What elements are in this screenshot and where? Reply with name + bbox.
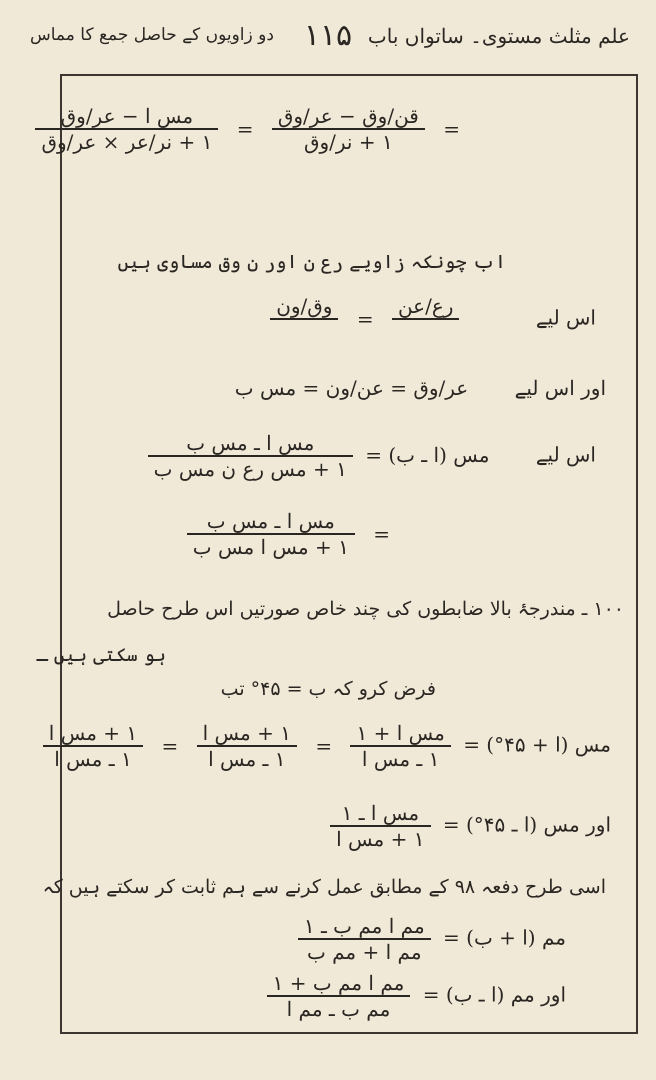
- since-line: اب چونکہ زاویے رع ن اور ن وق مساوی ہیں: [117, 251, 506, 273]
- similarly-line: اسی طرح دفعہ ۹۸ کے مطابق عمل کرنے سے ہم ثابت کر سکتے ہیں کہ: [42, 876, 606, 898]
- therefore-1: اس لیے رع/عن = وق/ون: [264, 294, 596, 344]
- paragraph-100-cont: ہو سکتی ہیں ـ: [36, 644, 166, 666]
- therefore-2: اور اس لیے عر/وق = عن/ون = مس ب: [234, 376, 606, 400]
- eq1-left-fraction: $\frac{\text{قن/وق − عر/وق}}{\text{۱ + نر/وق}}$: [272, 104, 425, 154]
- running-head: [20, 18, 636, 58]
- cot-plus: مم (ا + ب) = $\frac{\text{مم ا مم ب ـ ۱}}{\text{مم ا + مم ب}}$: [292, 914, 566, 964]
- equation-1: = $\frac{\text{قن/وق − عر/وق}}{\text{۱ + نر/وق}}$ = $\frac{\text{مس ا − عر/وق}}{\text{۱ + نر/عر × عر/وق}}$: [29, 104, 466, 154]
- therefore-3: اس لیے مس (ا ـ ب) = $\frac{\text{مس ا ـ مس ب}}{\text{۱ + مس رع ن مس ب}}$: [142, 431, 596, 481]
- suppose-line: فرض کرو کہ ب = ۴۵° تب: [220, 678, 436, 700]
- tan-plus-45: مس (ا + ۴۵°) = $\frac{\text{مس ا + ۱}}{\text{۱ ـ مس ا}}$ = $\frac{\text{۱ + مس ا}}{\text{۱ ـ مس ا}}$ = $\frac{\text{۱ + مس ا}}{\text{۱ ـ مس ا}}$: [37, 721, 611, 771]
- tan-minus-45: اور مس (ا ـ ۴۵°) = $\frac{\text{مس ا ـ ۱}}{\text{۱ + مس ا}}$: [324, 801, 611, 851]
- cot-minus: اور مم (ا ـ ب) = $\frac{\text{مم ا مم ب + ۱}}{\text{مم ب ـ مم ا}}$: [261, 971, 566, 1021]
- paragraph-100: ۱۰۰ ـ مندرجۂ بالا ضابطوں کی چند خاص صورتیں اس طرح حاصل: [107, 598, 624, 620]
- section-title: دو زاویوں کے حاصل جمع کا مماس: [30, 25, 274, 45]
- eq1-right-fraction: $\frac{\text{مس ا − عر/وق}}{\text{۱ + نر/عر × عر/وق}}$: [35, 104, 218, 154]
- content-frame: [36, 74, 638, 1034]
- chapter-title: علم مثلث مستوی۔ ساتواں باب: [367, 24, 630, 48]
- page-number: ۱۱۵: [303, 18, 353, 53]
- therefore-4: = $\frac{\text{مس ا ـ مس ب}}{\text{۱ + مس ا مس ب}}$: [181, 509, 396, 559]
